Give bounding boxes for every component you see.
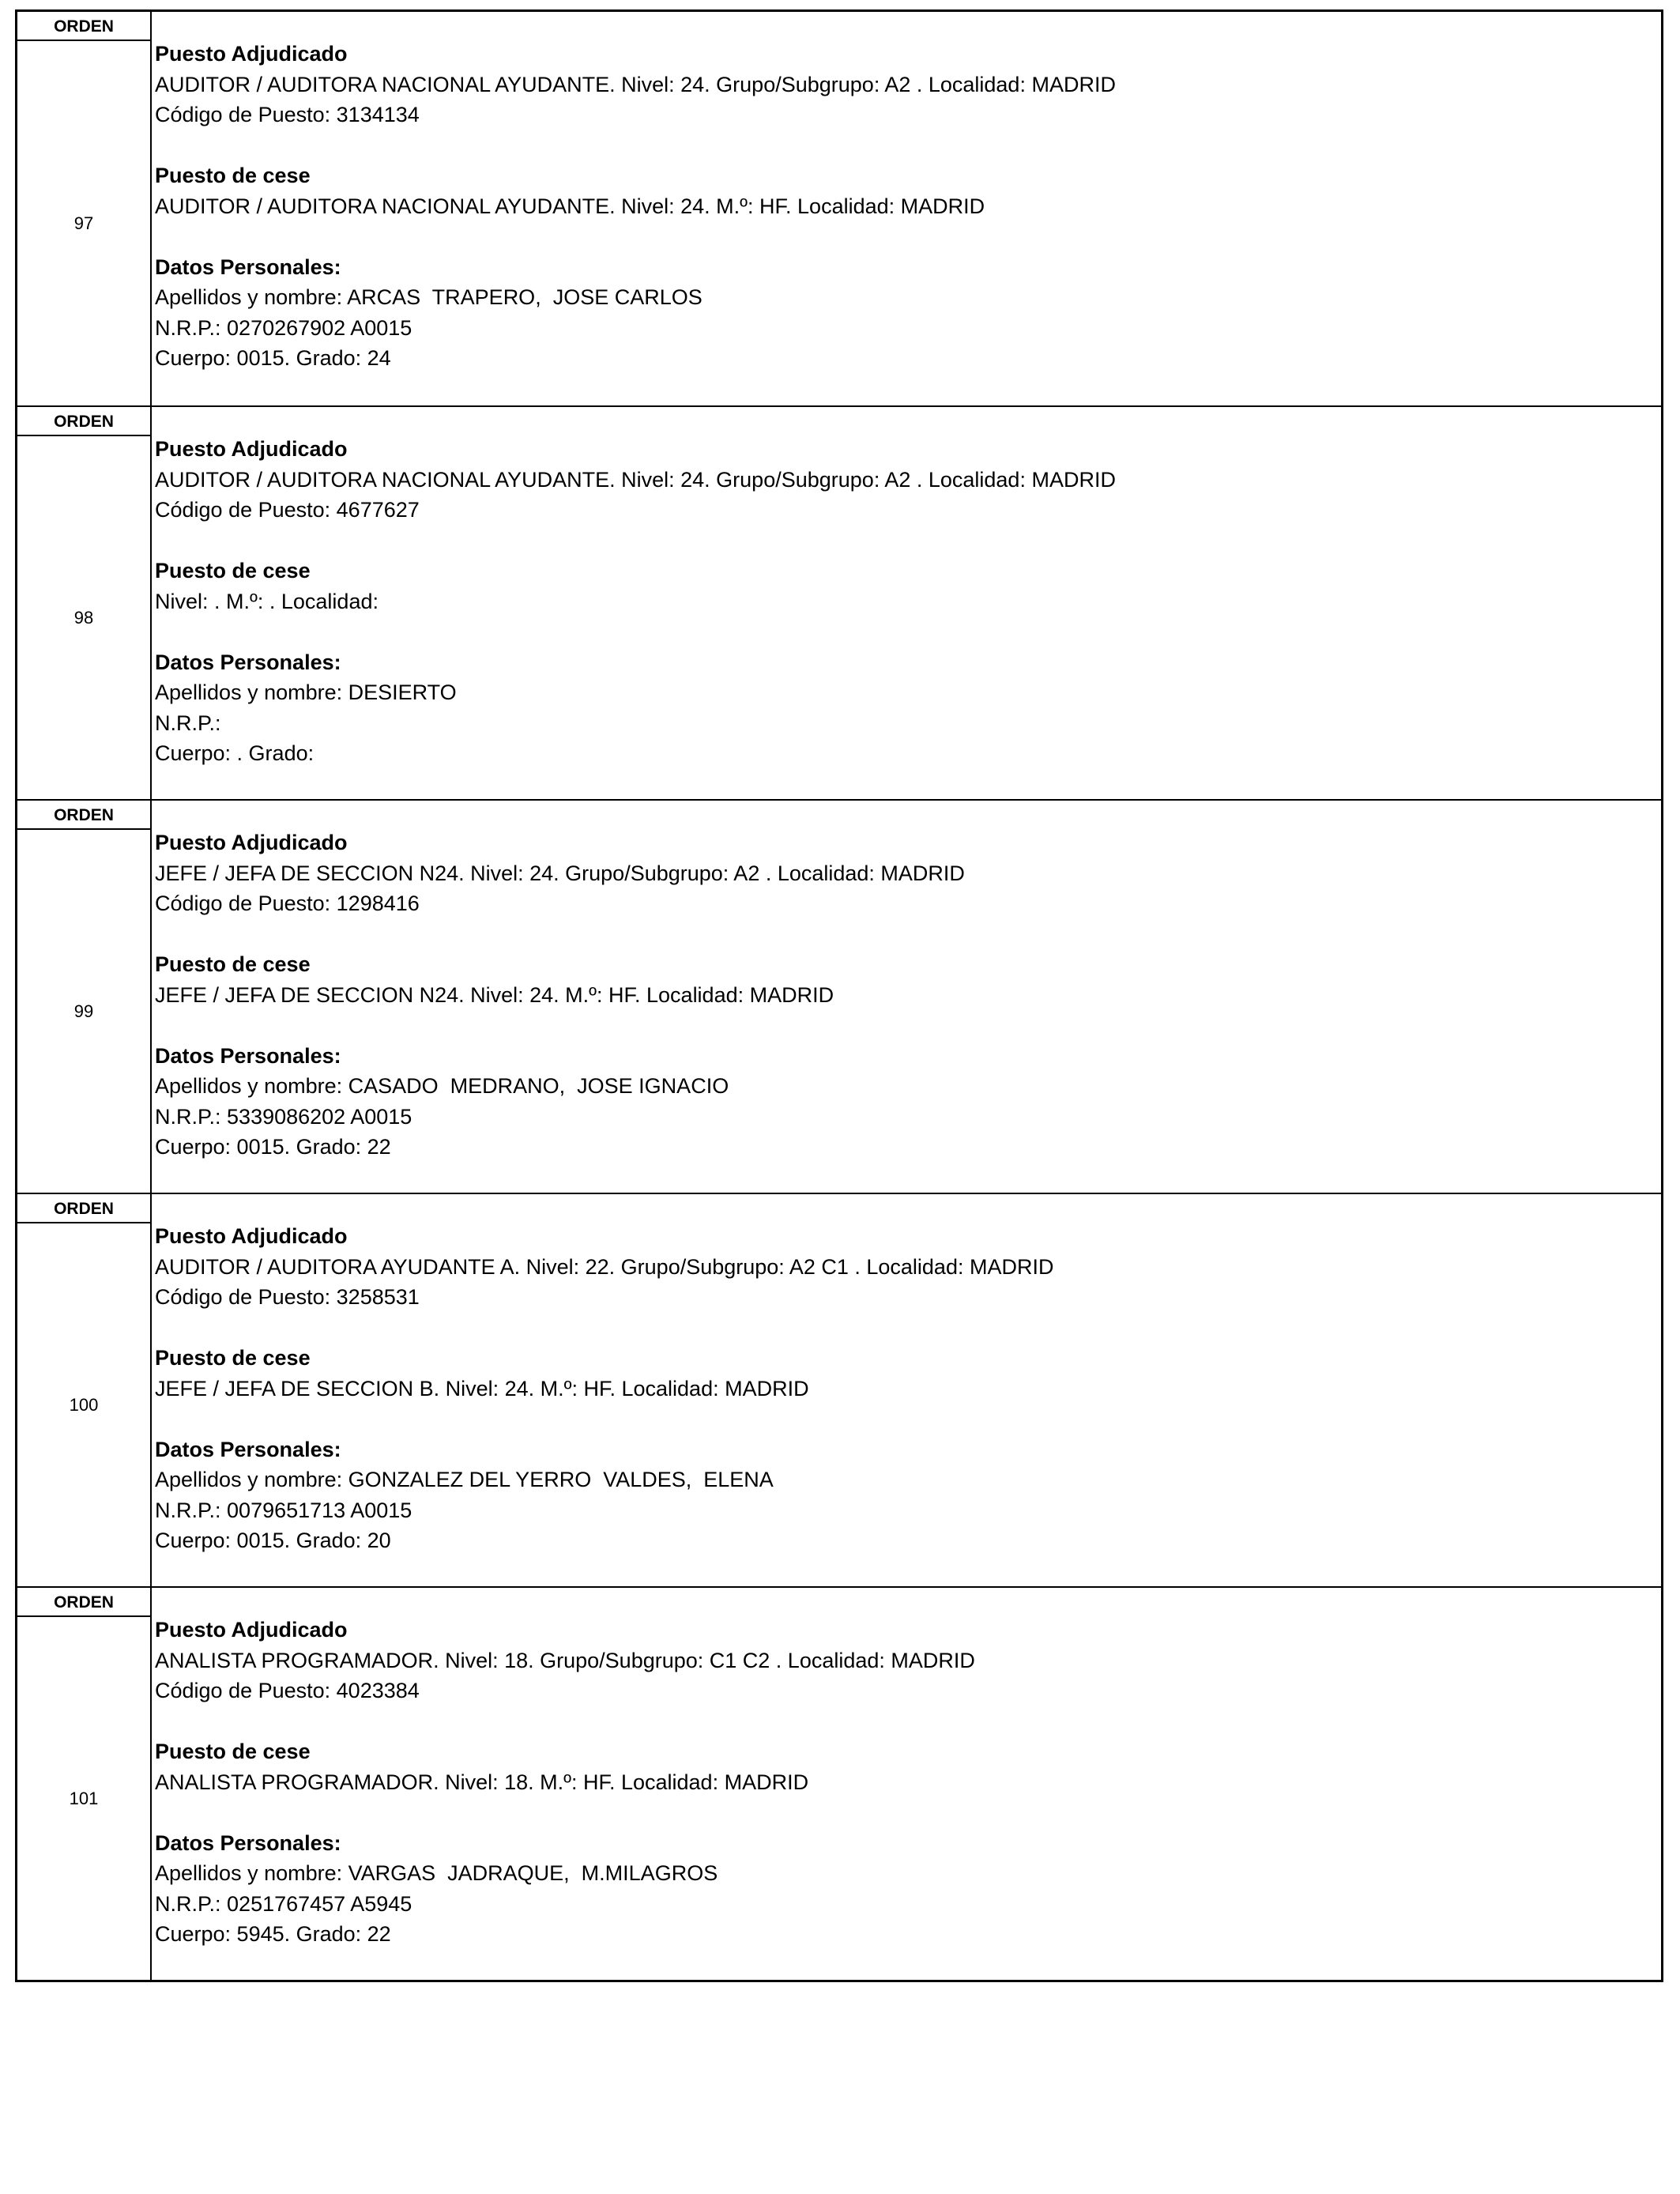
puesto-cese-heading: Puesto de cese bbox=[155, 164, 311, 187]
puesto-adjudicado-heading: Puesto Adjudicado bbox=[155, 831, 348, 854]
record-row bbox=[15, 12, 1663, 405]
puesto-cese-heading: Puesto de cese bbox=[155, 1346, 311, 1370]
spacer bbox=[155, 919, 1661, 950]
record-details bbox=[155, 827, 1661, 1163]
orden-cell bbox=[17, 801, 152, 1193]
codigo-puesto: Código de Puesto: 4677627 bbox=[155, 498, 420, 522]
record-details bbox=[155, 39, 1661, 374]
spacer bbox=[155, 130, 1661, 161]
orden-cell bbox=[17, 407, 152, 799]
puesto-adjudicado-description: AUDITOR / AUDITORA NACIONAL AYUDANTE. Nivel: 24. Grupo/Subgrupo: A2 . Localidad: MADRID bbox=[155, 72, 1116, 96]
spacer bbox=[155, 526, 1661, 556]
record-details bbox=[155, 1221, 1661, 1556]
codigo-puesto: Código de Puesto: 3134134 bbox=[155, 103, 420, 126]
puesto-cese-heading: Puesto de cese bbox=[155, 559, 311, 582]
puesto-adjudicado-description: JEFE / JEFA DE SECCION N24. Nivel: 24. Grupo/Subgrupo: A2 . Localidad: MADRID bbox=[155, 861, 965, 885]
orden-number: 98 bbox=[73, 607, 94, 628]
apellidos-nombre: Apellidos y nombre: DESIERTO bbox=[155, 680, 457, 704]
codigo-puesto: Código de Puesto: 4023384 bbox=[155, 1679, 420, 1702]
nrp: N.R.P.: 0251767457 A5945 bbox=[155, 1891, 412, 1916]
orden-cell bbox=[17, 1194, 152, 1586]
puesto-cese-heading: Puesto de cese bbox=[155, 1740, 311, 1763]
puesto-cese-description: Nivel: . M.º: . Localidad: bbox=[155, 589, 379, 613]
datos-personales-heading: Datos Personales: bbox=[155, 254, 341, 279]
apellidos-nombre: Apellidos y nombre: VARGAS JADRAQUE, M.MILAGROS bbox=[155, 1861, 718, 1885]
spacer bbox=[155, 1010, 1661, 1041]
record-row bbox=[15, 799, 1663, 1193]
puesto-cese-description: JEFE / JEFA DE SECCION N24. Nivel: 24. M.º: HF. Localidad: MADRID bbox=[155, 982, 834, 1007]
codigo-puesto: Código de Puesto: 1298416 bbox=[155, 892, 420, 915]
cuerpo-grado: Cuerpo: 0015. Grado: 24 bbox=[155, 346, 391, 370]
apellidos-nombre: Apellidos y nombre: ARCAS TRAPERO, JOSE CARLOS bbox=[155, 285, 703, 309]
nrp: N.R.P.: 5339086202 A0015 bbox=[155, 1104, 412, 1129]
record-details bbox=[155, 434, 1661, 769]
cuerpo-grado: Cuerpo: . Grado: bbox=[155, 741, 315, 765]
spacer bbox=[155, 1313, 1661, 1344]
orden-number: 97 bbox=[73, 213, 94, 233]
orden-header: ORDEN bbox=[17, 12, 150, 41]
orden-number: 101 bbox=[69, 1788, 99, 1808]
orden-number: 100 bbox=[69, 1394, 99, 1415]
puesto-cese-description: ANALISTA PROGRAMADOR. Nivel: 18. M.º: HF. Localidad: MADRID bbox=[155, 1770, 809, 1794]
puesto-adjudicado-heading: Puesto Adjudicado bbox=[155, 1618, 348, 1642]
cuerpo-grado: Cuerpo: 0015. Grado: 22 bbox=[155, 1135, 391, 1159]
puesto-cese-description: AUDITOR / AUDITORA NACIONAL AYUDANTE. Nivel: 24. M.º: HF. Localidad: MADRID bbox=[155, 194, 985, 218]
spacer bbox=[155, 1404, 1661, 1434]
record-details bbox=[155, 1615, 1661, 1950]
spacer bbox=[155, 221, 1661, 252]
spacer bbox=[155, 1797, 1661, 1828]
spacer bbox=[155, 1706, 1661, 1737]
puesto-adjudicado-description: AUDITOR / AUDITORA AYUDANTE A. Nivel: 22. Grupo/Subgrupo: A2 C1 . Localidad: MADRID bbox=[155, 1254, 1054, 1279]
puesto-adjudicado-heading: Puesto Adjudicado bbox=[155, 437, 348, 461]
datos-personales-heading: Datos Personales: bbox=[155, 1043, 341, 1068]
orden-header: ORDEN bbox=[17, 1588, 150, 1617]
cuerpo-grado: Cuerpo: 0015. Grado: 20 bbox=[155, 1529, 391, 1552]
puesto-adjudicado-heading: Puesto Adjudicado bbox=[155, 42, 348, 66]
puesto-adjudicado-description: AUDITOR / AUDITORA NACIONAL AYUDANTE. Nivel: 24. Grupo/Subgrupo: A2 . Localidad: MADRID bbox=[155, 467, 1116, 492]
puesto-adjudicado-description: ANALISTA PROGRAMADOR. Nivel: 18. Grupo/Subgrupo: C1 C2 . Localidad: MADRID bbox=[155, 1648, 975, 1672]
orden-number: 99 bbox=[73, 1001, 94, 1021]
records-table bbox=[15, 9, 1663, 1982]
spacer bbox=[155, 616, 1661, 647]
puesto-adjudicado-heading: Puesto Adjudicado bbox=[155, 1224, 348, 1248]
orden-cell bbox=[17, 1588, 152, 1980]
orden-cell bbox=[17, 12, 152, 405]
codigo-puesto: Código de Puesto: 3258531 bbox=[155, 1285, 420, 1309]
nrp: N.R.P.: bbox=[155, 711, 221, 735]
nrp: N.R.P.: 0270267902 A0015 bbox=[155, 315, 412, 340]
datos-personales-heading: Datos Personales: bbox=[155, 1437, 341, 1461]
orden-header: ORDEN bbox=[17, 407, 150, 436]
apellidos-nombre: Apellidos y nombre: CASADO MEDRANO, JOSE IGNACIO bbox=[155, 1074, 729, 1098]
datos-personales-heading: Datos Personales: bbox=[155, 650, 341, 674]
puesto-cese-heading: Puesto de cese bbox=[155, 952, 311, 976]
nrp: N.R.P.: 0079651713 A0015 bbox=[155, 1498, 412, 1522]
cuerpo-grado: Cuerpo: 5945. Grado: 22 bbox=[155, 1922, 391, 1946]
record-row bbox=[15, 1586, 1663, 1980]
puesto-cese-description: JEFE / JEFA DE SECCION B. Nivel: 24. M.º: HF. Localidad: MADRID bbox=[155, 1376, 809, 1400]
orden-header: ORDEN bbox=[17, 801, 150, 830]
record-row bbox=[15, 1193, 1663, 1586]
apellidos-nombre: Apellidos y nombre: GONZALEZ DEL YERRO VALDES, ELENA bbox=[155, 1468, 774, 1491]
datos-personales-heading: Datos Personales: bbox=[155, 1830, 341, 1855]
record-row bbox=[15, 405, 1663, 799]
orden-header: ORDEN bbox=[17, 1194, 150, 1223]
